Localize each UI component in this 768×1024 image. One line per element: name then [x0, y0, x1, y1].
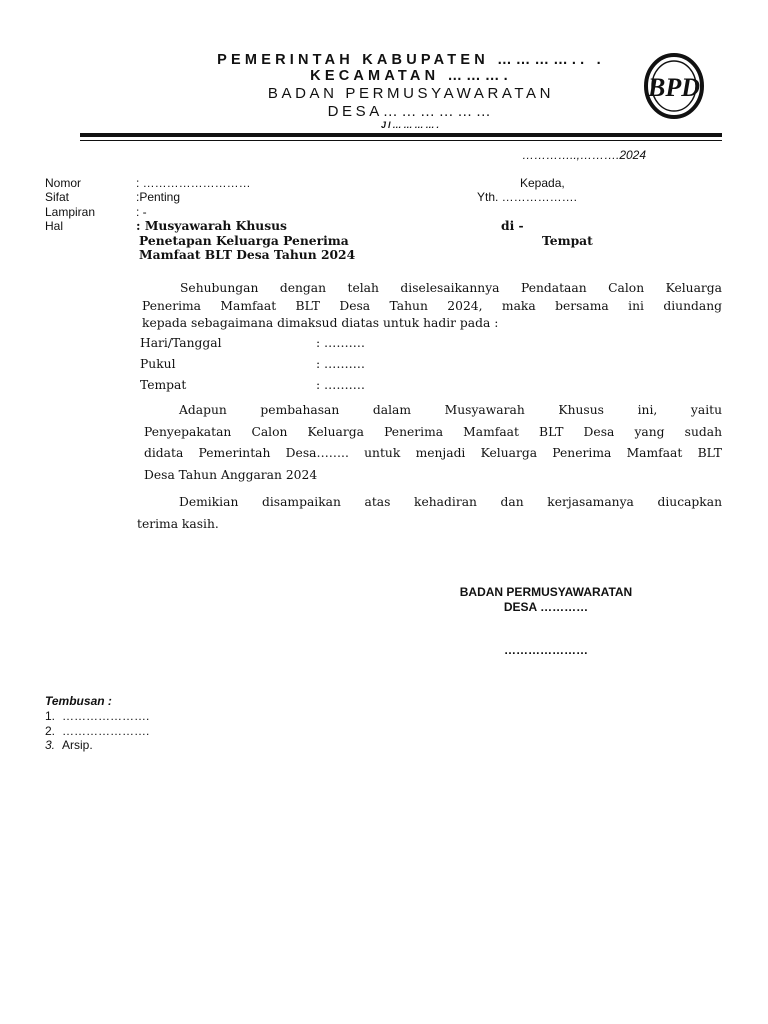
cc-item-1-text: ………………….: [62, 709, 150, 723]
lampiran-label: Lampiran: [45, 205, 96, 219]
nomor-value: : ………………………: [136, 176, 251, 190]
paragraph-closing: [137, 492, 722, 535]
paragraph-opening-line-1: Sehubungan dengan telah diselesaikannya Pendataan Calon Keluarga: [180, 281, 722, 295]
cc-title: Tembusan :: [45, 694, 112, 708]
sifat-value: :Penting: [136, 190, 181, 204]
paragraph-closing-line-2: terima kasih.: [137, 516, 219, 531]
recipient-di: di -: [501, 218, 524, 233]
schedule-label-time: Pukul: [140, 357, 176, 371]
bpd-logo: [642, 52, 706, 120]
schedule-label-day: Hari/Tanggal: [140, 336, 222, 350]
paragraph-closing-line-1: Demikian disampaikan atas kehadiran dan kerjasamanya diucapkan: [179, 495, 722, 509]
letterhead-rule-thin: [80, 140, 722, 141]
schedule-value-day: : ……….: [316, 336, 365, 350]
schedule-value-place: : ……….: [316, 378, 365, 392]
cc-item-2-number: 2.: [45, 724, 56, 738]
letterhead-address: Jl………….: [380, 120, 441, 130]
signature-org-1: BADAN PERMUSYAWARATAN: [459, 585, 633, 599]
signature-org-2: DESA …………: [503, 600, 589, 614]
paragraph-agenda-line-2: Penyepakatan Calon Keluarga Penerima Mamfaat BLT Desa yang sudah: [144, 424, 722, 439]
recipient-kepada: Kepada,: [520, 176, 565, 190]
nomor-label: Nomor: [45, 176, 82, 190]
hal-value-2: Penetapan Keluarga Penerima: [139, 233, 349, 248]
paragraph-agenda-line-4: Desa Tahun Anggaran 2024: [144, 467, 318, 482]
recipient-yth: Yth. ……………….: [477, 190, 578, 204]
sifat-label: Sifat: [45, 190, 70, 204]
paragraph-agenda: [144, 400, 722, 486]
recipient-tempat: Tempat: [542, 233, 593, 248]
paragraph-agenda-line-3: didata Pemerintah Desa…….. untuk menjadi Keluarga Penerima Mamfaat BLT: [144, 446, 722, 460]
cc-item-1-number: 1.: [45, 709, 56, 723]
bpd-logo-text: BPD: [648, 73, 700, 102]
letterhead-line-4: DESA………………: [327, 103, 495, 120]
cc-item-3-number: 3.: [45, 738, 56, 752]
paragraph-opening-line-3: kepada sebagaimana dimaksud diatas untuk hadir pada :: [142, 316, 499, 330]
hal-label: Hal: [45, 219, 64, 233]
letterhead-line-3: BADAN PERMUSYAWARATAN: [267, 85, 555, 102]
letterhead-rule-thick: [80, 133, 722, 137]
cc-item-3-text: Arsip.: [62, 738, 93, 752]
lampiran-value: : -: [136, 205, 147, 219]
paragraph-agenda-line-1: Adapun pembahasan dalam Musyawarah Khusus ini, yaitu: [179, 403, 722, 417]
schedule-label-place: Tempat: [140, 378, 187, 392]
date-line: …………..,……….2024: [522, 148, 647, 162]
letterhead-line-1: PEMERINTAH KABUPATEN ………….. .: [217, 52, 605, 68]
schedule-value-time: : ……….: [316, 357, 365, 371]
paragraph-opening-line-2: Penerima Mamfaat BLT Desa Tahun 2024, maka bersama ini diundang: [142, 298, 722, 313]
cc-item-2-text: ………………….: [62, 724, 150, 738]
letterhead-line-2: KECAMATAN ……….: [310, 68, 512, 84]
hal-value-3: Mamfaat BLT Desa Tahun 2024: [139, 247, 356, 262]
signature-name: …………………: [504, 643, 588, 657]
paragraph-opening: [142, 280, 722, 333]
hal-value-1: : Musyawarah Khusus: [136, 218, 287, 233]
